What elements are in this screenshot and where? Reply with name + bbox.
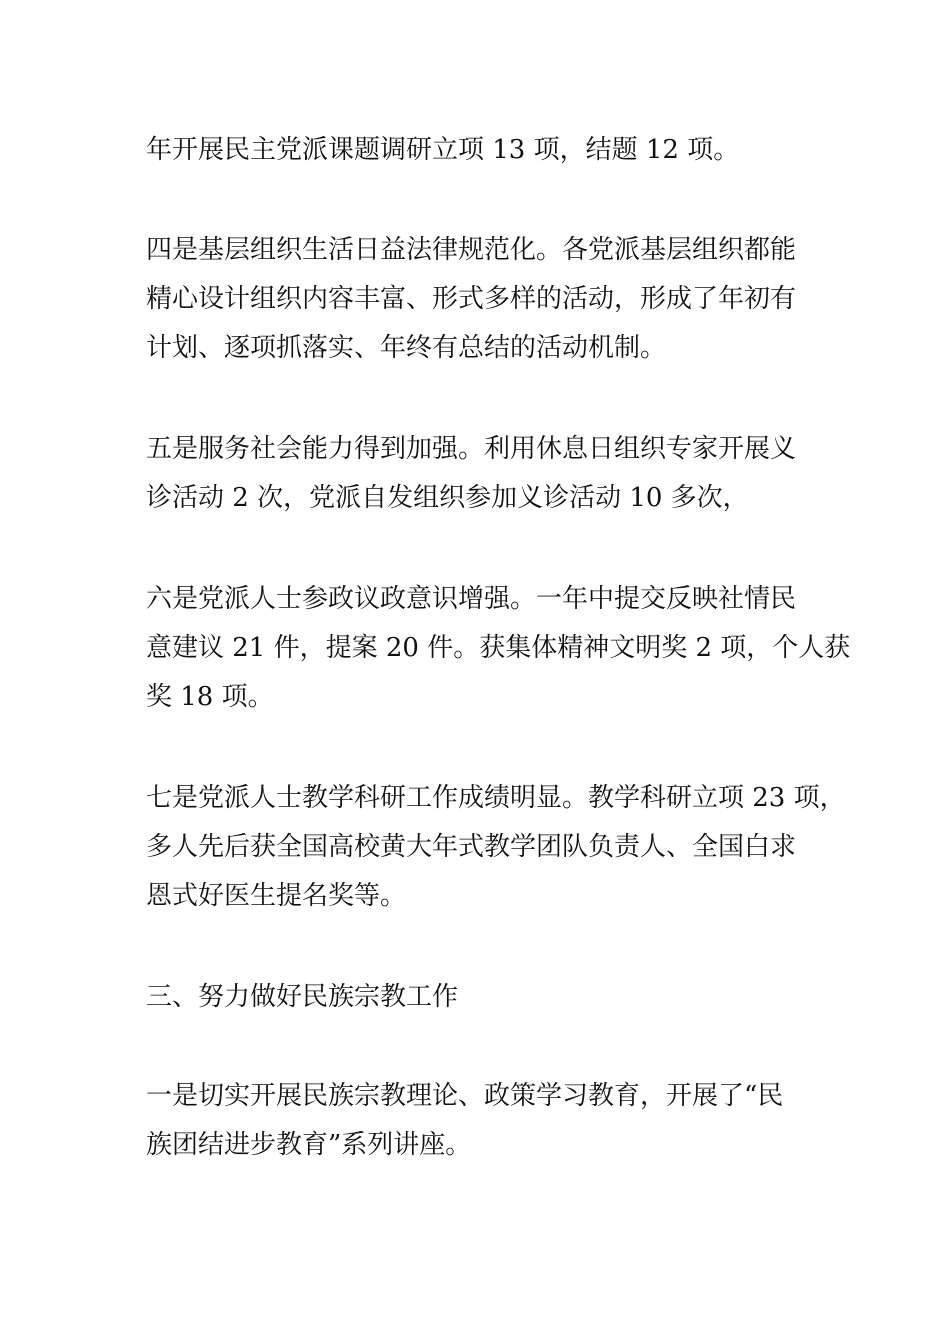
text-line: 意建议 21 件，提案 20 件。获集体精神文明奖 2 项，个人获: [146, 633, 851, 663]
paragraph-teaching-research: [146, 774, 846, 921]
text-line: 奖 18 项。: [146, 682, 274, 712]
paragraph-political-participation: [146, 575, 851, 722]
text-line: 年开展民主党派课题调研立项 13 项，结题 12 项。: [146, 135, 740, 165]
text-line: 七是党派人士教学科研工作成绩明显。教学科研立项 23 项，: [146, 783, 846, 813]
text-line: 五是服务社会能力得到加强。利用休息日组织专家开展义: [146, 434, 797, 464]
text-line: 四是基层组织生活日益法律规范化。各党派基层组织都能: [146, 235, 797, 265]
paragraph-research-projects: [146, 126, 826, 175]
text-line: 一是切实开展民族宗教理论、政策学习教育，开展了“民: [146, 1081, 784, 1111]
heading-line: 三、努力做好民族宗教工作: [146, 982, 459, 1012]
text-line: 恩式好医生提名奖等。: [146, 881, 407, 911]
text-line: 六是党派人士参政议政意识增强。一年中提交反映社情民: [146, 584, 797, 614]
text-line: 诊活动 2 次，党派自发组织参加义诊活动 10 多次，: [146, 483, 749, 513]
text-line: 多人先后获全国高校黄大年式教学团队负责人、全国白求: [146, 832, 797, 862]
paragraph-social-service: [146, 425, 826, 523]
paragraph-grassroots-organization: [146, 226, 826, 373]
text-line: 族团结进步教育”系列讲座。: [146, 1130, 472, 1160]
paragraph-ethnic-religious-education: [146, 1072, 826, 1170]
section-heading: [146, 973, 826, 1022]
text-line: 精心设计组织内容丰富、形式多样的活动，形成了年初有: [146, 284, 797, 314]
text-line: 计划、逐项抓落实、年终有总结的活动机制。: [146, 333, 667, 363]
